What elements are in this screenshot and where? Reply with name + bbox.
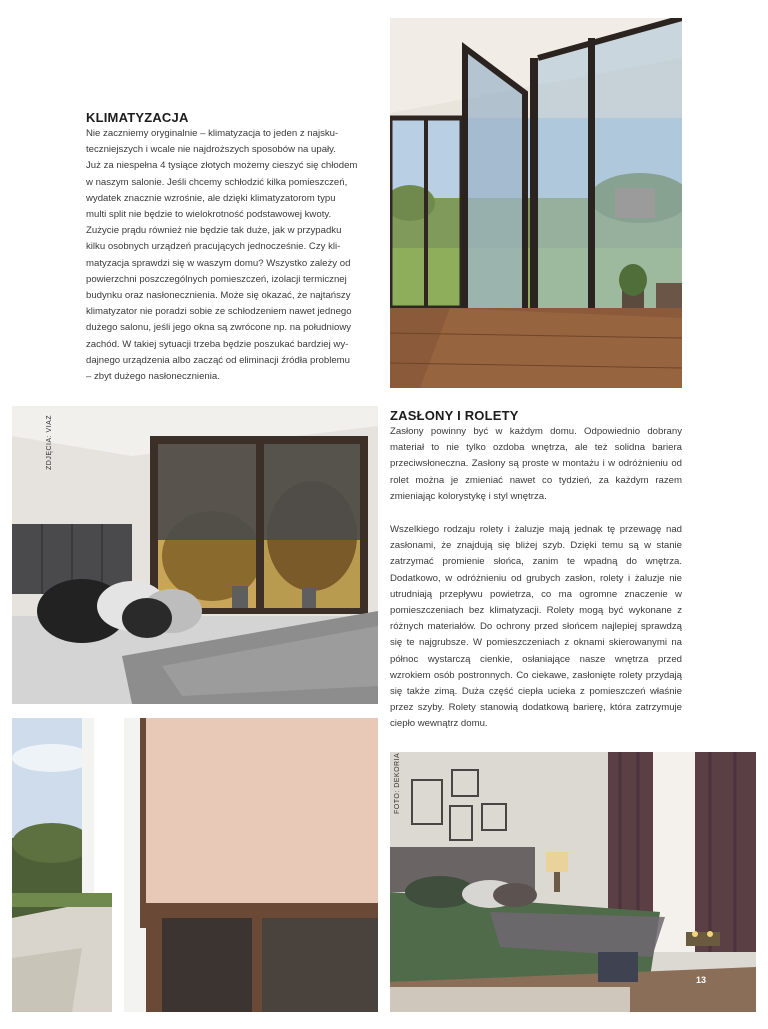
text-line: Zużycie prądu również nie będzie tak duże, jak w przypadku — [86, 225, 342, 237]
photo-bedroom-roller-blind — [12, 406, 378, 704]
text-line: w naszym salonie. Jeśli chcemy schłodzić kilka pomieszczeń, — [86, 176, 348, 188]
text-line: dużego salonu, jeśli jego okna są zwrócone np. na południowy — [86, 322, 352, 334]
text-line: matyzacja sprawdzi się w waszym domu? Wszystko zależy od — [86, 257, 351, 269]
text-line: multi split nie będzie to wielokrotność podstawowej kwoty. — [86, 209, 332, 221]
text-line: dajnego urządzenia albo zacząć od eliminacji źródła problemu — [86, 354, 350, 366]
photo-terrace-external-blind — [12, 718, 378, 1012]
photo-credit-dekoria: FOTO: DEKORIA — [394, 752, 401, 814]
text-line: teczniejszych i wcale nie najdroższych sposobów na upały. — [86, 144, 336, 156]
photo-credit-viaz: ZDJĘCIA: VIAZ — [46, 414, 53, 470]
page-number: 13 — [696, 975, 707, 985]
text-line: powierzchni poszczególnych pomieszczeń, izolacji termicznej — [86, 273, 347, 285]
section-heading-klimatyzacja: KLIMATYZACJA — [86, 110, 189, 125]
text-line: wydatek znacznie wzrośnie, ale dzięki klimatyzatorom typu — [86, 192, 336, 204]
text-line: – zbyt dużego nasłonecznienia. — [86, 371, 220, 383]
text-line: klimatyzator nie poradzi sobie ze schłodzeniem nawet jednego — [86, 306, 352, 318]
section-body-klimatyzacja — [86, 126, 378, 385]
section-body-zaslony-paragraph-1: Zasłony powinny być w każdym domu. Odpowiednio dobrany materiał to nie tylko ozdoba wnętrza, ale też solidna bariera przeciwsłoneczna. Zasłony są proste w montażu i w odróżnieniu od rolet można je zmieniać nawet co tydzień, za każdym razem zmieniając kolorystykę i styl wnętrza. — [390, 426, 682, 502]
text-line: kilku osobnych urządzeń pracujących jednocześnie. Czy kli- — [86, 241, 341, 253]
text-line: Już za niespełna 4 tysiące złotych możemy cieszyć się chłodem — [86, 160, 358, 172]
photo-open-glass-doors — [390, 18, 682, 388]
photo-bedroom-curtains — [390, 752, 756, 1012]
section-heading-zaslony-i-rolety: ZASŁONY I ROLETY — [390, 408, 519, 423]
text-line: zachód. W takiej sytuacji trzeba będzie poszukać bardziej wy- — [86, 338, 349, 350]
text-line: Nie zaczniemy oryginalnie – klimatyzacja to jeden z najsku- — [86, 128, 339, 139]
section-body-zaslony-paragraph-2: Wszelkiego rodzaju rolety i żaluzje mają jednak tę przewagę nad zasłonami, że znajdują się bliżej szyb. Dzięki temu są w stanie zatrzymać promienie słońca, zanim te wpadną do wnętrza. Dodatkowo, w odróżnieniu od grubych zasłon, rolety i żaluzje nie utrudniają przepływu powietrza, co ma ogromne znaczenie w pomieszczeniach bez klimatyzacji. Rolety mogą być wykonane z różnych materiałów. Do ochrony przed słońcem najlepiej sprawdzą się te najgrubsze. W pomieszczeniach z oknami skierowanymi na północ wystarczą cienkie, osłaniające nasze wnętrza przed wzrokiem osób postronnych. Co ciekawe, zasłonięte rolety przydają się także zimą. Duża część ciepła ucieka z pomieszczeń właśnie przez szyby. Rolety stanowią dodatkową barierę, która zatrzymuje ciepło wewnątrz domu. — [390, 524, 682, 730]
text-line: budynku oraz nasłonecznienia. Może się okazać, że najtańszy — [86, 290, 351, 302]
